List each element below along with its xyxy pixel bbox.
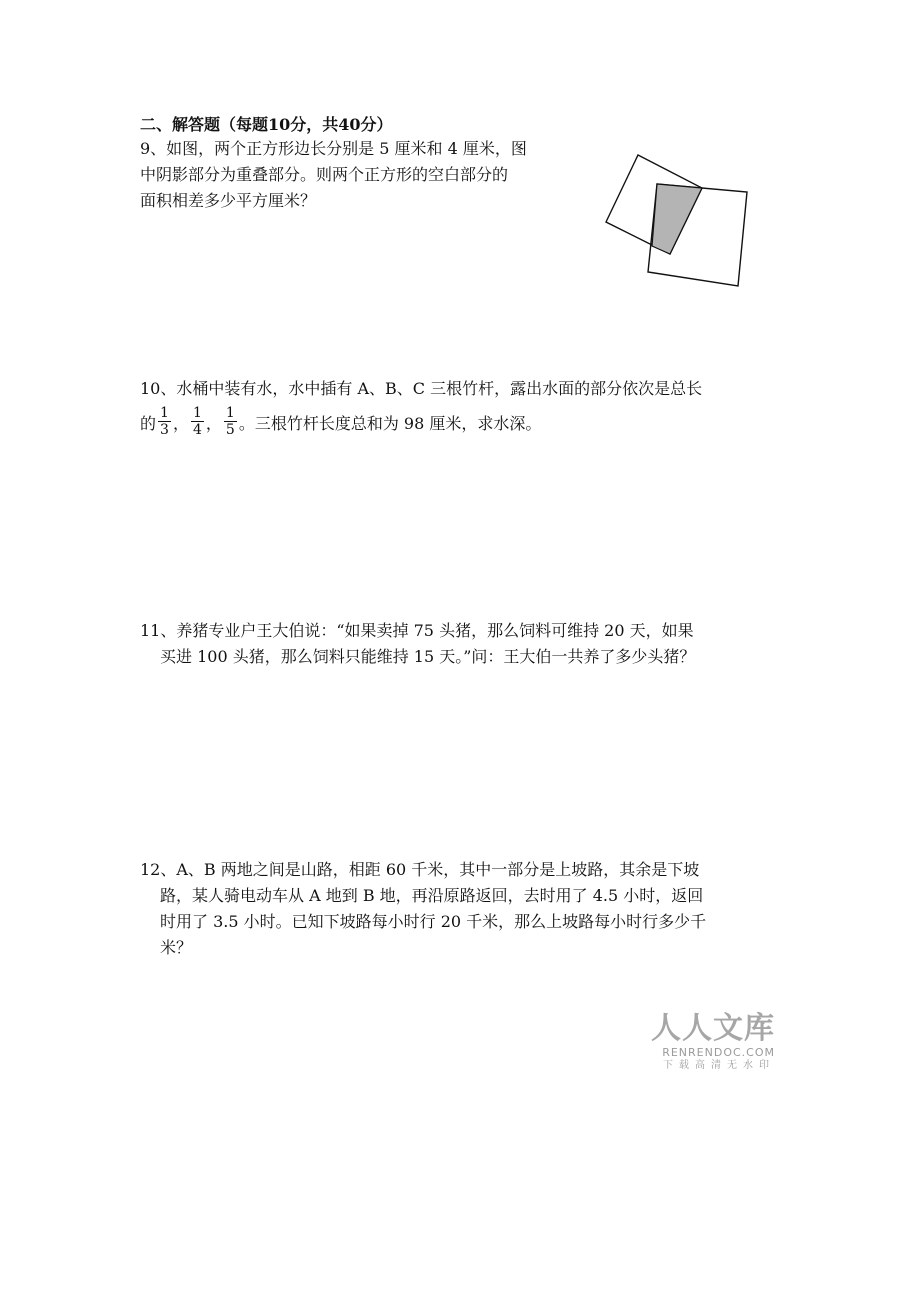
question-9-line-2: 中阴影部分为重叠部分。则两个正方形的空白部分的 — [140, 165, 509, 184]
fraction-denominator: 5 — [225, 422, 235, 438]
fraction-one-third — [158, 405, 171, 438]
question-10-line-2 — [140, 405, 790, 441]
question-12 — [140, 857, 790, 961]
watermark-title: 人人文库 — [651, 1011, 775, 1046]
question-10-suffix: 。三根竹杆长度总和为 98 厘米，求水深。 — [238, 414, 542, 433]
question-9-line-1: 9、如图，两个正方形边长分别是 5 厘米和 4 厘米，图 — [140, 139, 527, 158]
fraction-one-fifth — [224, 405, 237, 438]
shaded-overlap — [652, 184, 702, 254]
section-title: 二、解答题（每题10分，共40分） — [140, 115, 393, 134]
question-11-line-2: 买进 100 头猪，那么饲料只能维持 15 天。”问：王大伯一共养了多少头猪？ — [160, 647, 696, 666]
watermark-subtitle: 下载高清无水印 — [663, 1060, 775, 1071]
question-11-line-1: 11、养猪专业户王大伯说：“如果卖掉 75 头猪，那么饲料可维持 20 天，如果 — [140, 621, 694, 640]
watermark-url: RENRENDOC.COM — [662, 1046, 775, 1059]
question-10-line-1: 10、水桶中装有水，水中插有 A、B、C 三根竹杆，露出水面的部分依次是总长 — [140, 379, 703, 398]
question-9-line-3: 面积相差多少平方厘米？ — [140, 191, 317, 210]
fraction-separator: ， — [205, 414, 222, 433]
question-9 — [140, 136, 585, 214]
fraction-separator: ， — [172, 414, 189, 433]
watermark-logo — [640, 1012, 775, 1072]
fraction-numerator: 1 — [225, 405, 235, 421]
overlapping-squares-figure — [600, 150, 760, 290]
question-10-prefix: 的 — [140, 414, 157, 433]
question-10 — [140, 376, 790, 441]
fraction-one-quarter — [191, 405, 204, 438]
question-12-line-1: 12、A、B 两地之间是山路，相距 60 千米，其中一部分是上坡路，其余是下坡 — [140, 860, 700, 879]
question-12-line-2: 路，某人骑电动车从 A 地到 B 地，再沿原路返回，去时用了 4.5 小时，返回 — [160, 886, 704, 905]
question-11 — [140, 618, 790, 670]
fraction-numerator: 1 — [160, 405, 169, 421]
question-12-line-4: 米？ — [160, 938, 193, 957]
question-12-line-3: 时用了 3.5 小时。已知下坡路每小时行 20 千米，那么上坡路每小时行多少千 — [160, 912, 707, 931]
fraction-denominator: 3 — [160, 422, 169, 438]
fraction-numerator: 1 — [192, 405, 202, 421]
fraction-denominator: 4 — [192, 422, 202, 438]
